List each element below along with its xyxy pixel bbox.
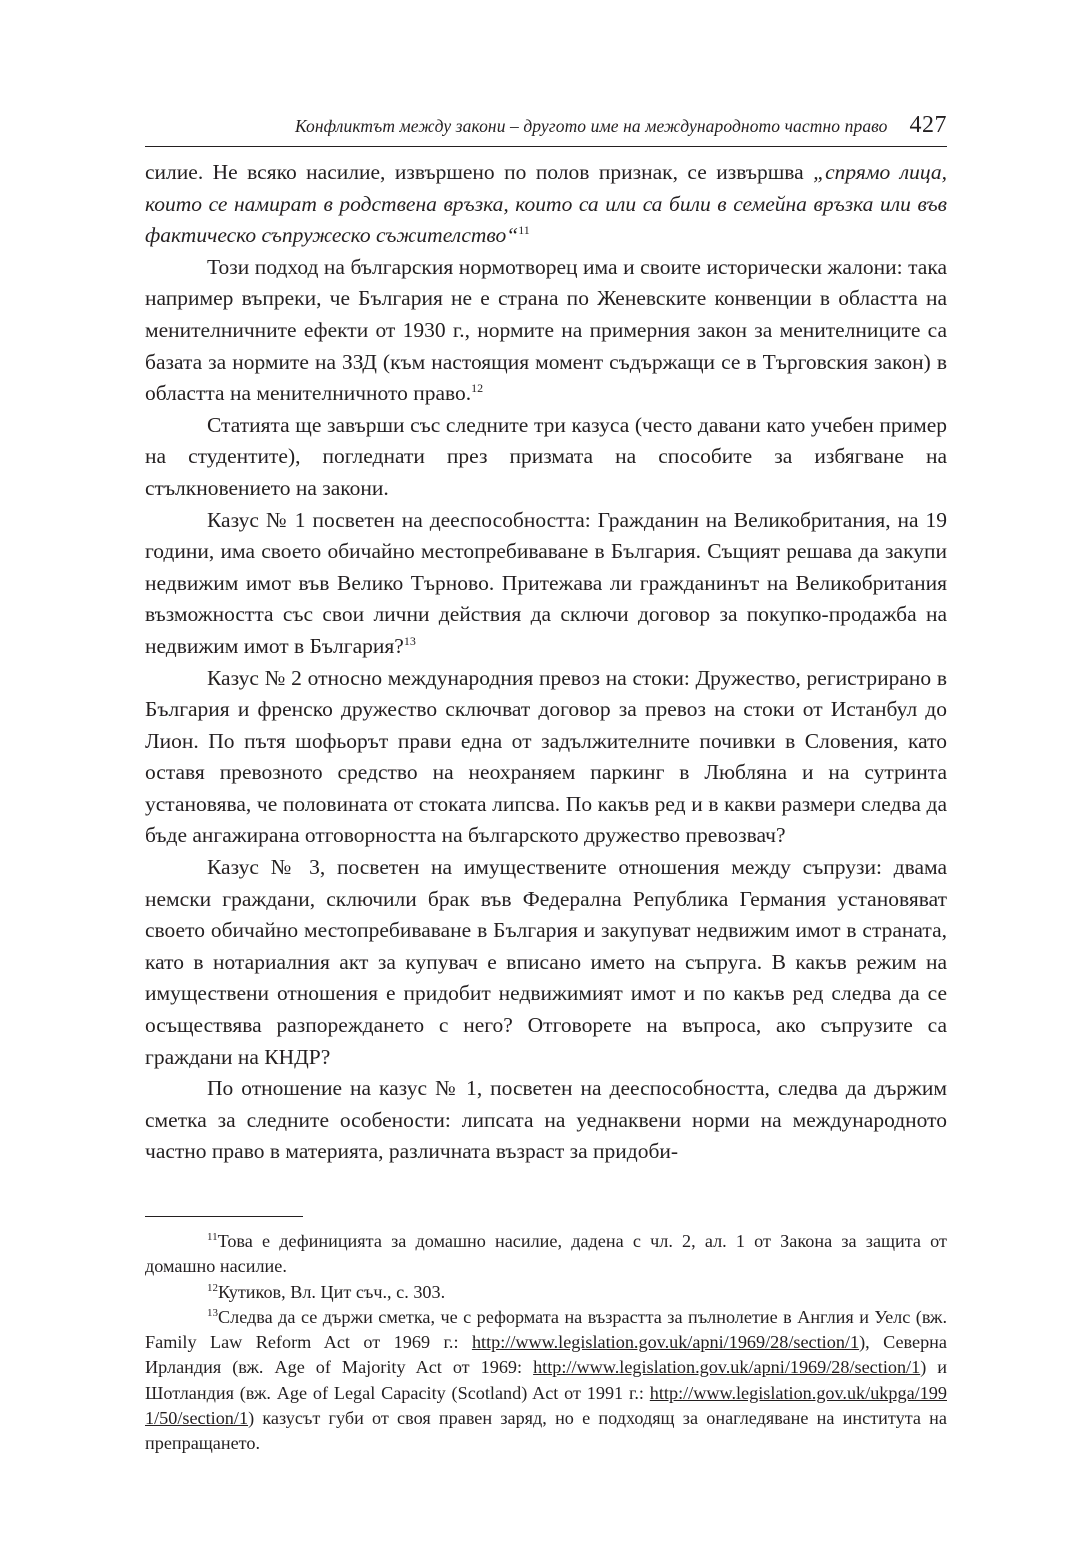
paragraph	[145, 410, 947, 505]
footnote-text: ), Северна Ирландия (вж. Age of Majority Act от 1969:	[145, 1332, 947, 1378]
footnote-divider	[145, 1216, 303, 1217]
footnote-text: Следва да се държи сметка, че с реформата на възрастта за пълнолетие в Англия и Уелс (вж. Family Law Reform Act от 1969 г.:	[145, 1306, 947, 1353]
paragraph-text: Казус № 3, посветен на имуществените отношения между съпрузи: двама немски граждани, сключили брак във Федерална Република Германия установяват своето обичайно местопребиваване в България и закупуват недвижим имот в страната, като в нотариалния акт за купувач е вписано името на съпруга. В какъв режим на имуществени отношения е придобит недвижимият имот и по какъв ред следва да се осъществява разпореждането с него? Отговорете на въпроса, ако съпрузите са граждани на КНДР?	[145, 855, 947, 1069]
footnote-ref-11[interactable]: 11	[518, 223, 530, 238]
footnote-13	[145, 1305, 947, 1457]
main-text	[145, 157, 947, 1168]
footnote-text: Това е дефиницията за домашно насилие, дадена с чл. 2, ал. 1 от Закона за защита от домашно насилие.	[145, 1231, 947, 1277]
footnote-number: 13	[207, 1306, 218, 1319]
footnote-ref-13[interactable]: 13	[403, 633, 416, 648]
paragraph-case-1	[145, 505, 947, 663]
book-page	[145, 112, 947, 1457]
footnote-text: ) казусът губи от своя правен заряд, но е подходящ за онагледяване на института на препращането.	[145, 1408, 947, 1454]
footnote-text: ) и Шотландия (вж. Age of Legal Capacity (Scotland) Act от 1991 г.:	[145, 1357, 947, 1403]
paragraph-text: Казус № 1 посветен на дееспособността: Гражданин на Великобритания, на 19 години, има своето обичайно местопребиваване в България. Същият решава да закупи недвижим имот във Велико Търново. Притежава ли гражданинът на Великобритания възможността със свои лични действия да сключи договор за покупко-продажба на недвижим имот в България?	[145, 507, 947, 658]
paragraph-text: Статията ще завърши със следните три казуса (често давани като учебен пример на студентите), погледнати през призмата на способите за избягване на стълкновението на закони.	[145, 412, 947, 500]
paragraph	[145, 252, 947, 410]
running-header	[145, 112, 947, 147]
footnote-number: 11	[207, 1231, 218, 1243]
paragraph-text: Този подход на българския нормотворец има и своите исторически жалони: така например въпреки, че България не е страна по Женевските конвенции в областта на менителничните ефекти от 1930 г., нормите на примерния закон за менителниците са базата за нормите на ЗЗД (към настоящия момент съдържащи се в Търговския закон) в областта на менителничното право.	[145, 254, 947, 406]
paragraph-case-3	[145, 852, 947, 1073]
legislation-link-northern-ireland[interactable]: http://www.legislation.gov.uk/apni/1969/28/section/1	[533, 1357, 921, 1378]
footnotes	[145, 1229, 947, 1457]
footnote-text: Кутиков, Вл. Цит съч., с. 303.	[218, 1281, 446, 1302]
paragraph-text: силие. Не всяко насилие, извършено по полов признак, се извършва	[145, 160, 814, 184]
paragraph	[145, 157, 947, 252]
page-number: 427	[909, 112, 947, 138]
footnote-number: 12	[207, 1281, 218, 1294]
paragraph-text: Казус № 2 относно международния превоз на стоки: Дружество, регистрирано в България и френско дружество сключват договор за превоз на стоки от Истанбул до Лион. По пътя шофьорът прави една от задължителните почивки в Словения, като оставя превозното средство на неохраняем паркинг в Любляна и на сутринта установява, че половината от стоката липсва. По какъв ред и в какви размери следва да бъде ангажирана отговорността на българското дружество превозвач?	[145, 665, 947, 848]
running-title: Конфликтът между закони – другото име на международното частно право	[294, 116, 888, 136]
quotation: „спрямо лица, които се намират в родствена връзка, които са или са били в семейна връзка или във фактическо съпружеско съжителство“	[145, 160, 947, 248]
footnote-12	[145, 1280, 947, 1305]
footnote-11	[145, 1229, 947, 1280]
legislation-link-scotland[interactable]: http://www.legislation.gov.uk/ukpga/1991/50/section/1	[145, 1382, 947, 1429]
paragraph-text: По отношение на казус № 1, посветен на дееспособността, следва да държим сметка за следните особености: липсата на уеднаквени норми на международното частно право в материята, различната възраст за придоби-	[145, 1076, 947, 1164]
paragraph	[145, 1073, 947, 1168]
legislation-link-england-wales[interactable]: http://www.legislation.gov.uk/apni/1969/28/section/1	[471, 1332, 860, 1353]
paragraph-case-2	[145, 663, 947, 853]
footnote-ref-12[interactable]: 12	[471, 381, 484, 396]
